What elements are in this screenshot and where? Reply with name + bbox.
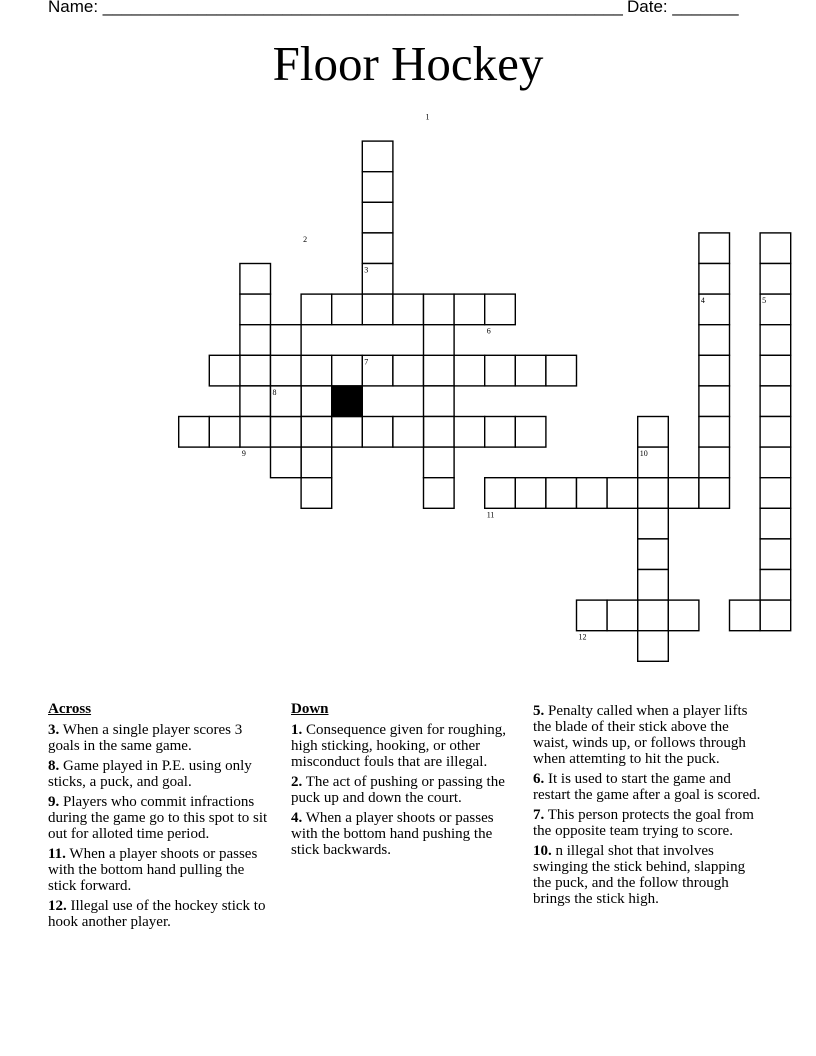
- grid-cell[interactable]: [240, 355, 271, 386]
- grid-cell[interactable]: [638, 631, 669, 662]
- grid-cell[interactable]: [424, 447, 455, 478]
- clue-number: 8: [272, 387, 277, 397]
- grid-cell[interactable]: [271, 325, 302, 356]
- grid-cell[interactable]: [485, 294, 516, 325]
- grid-cell[interactable]: [760, 233, 791, 264]
- name-field-label[interactable]: Name: _______________________________________________________: [48, 0, 623, 16]
- grid-cell[interactable]: [638, 508, 669, 539]
- clue-num: 10.: [533, 843, 552, 859]
- grid-cell[interactable]: [760, 508, 791, 539]
- grid-cell[interactable]: [362, 294, 393, 325]
- grid-cell[interactable]: [179, 417, 210, 448]
- across-clue: [48, 722, 273, 754]
- grid-cell[interactable]: [240, 264, 271, 295]
- clue-num: 12.: [48, 898, 67, 914]
- down-clues-continued: [533, 703, 765, 911]
- grid-cell[interactable]: [485, 355, 516, 386]
- down-clue: [291, 774, 523, 806]
- grid-cell[interactable]: [362, 141, 393, 172]
- grid-cell[interactable]: [301, 386, 332, 417]
- clue-num: 2.: [291, 774, 303, 790]
- clue-text: When a player shoots or passes with the bottom hand pushing the stick backwards.: [291, 810, 494, 858]
- grid-cell[interactable]: [760, 539, 791, 570]
- grid-cell[interactable]: [699, 264, 730, 295]
- grid-cell[interactable]: [332, 417, 363, 448]
- down-clues: [291, 701, 523, 862]
- clue-number: 1: [425, 112, 430, 122]
- across-clue: [48, 898, 273, 930]
- clue-text: It is used to start the game and restart the game after a goal is scored.: [533, 771, 761, 803]
- grid-cell[interactable]: [240, 386, 271, 417]
- clue-text: n illegal shot that involves swinging the stick behind, slapping the puck, and the follow through brings the stick high.: [533, 843, 746, 907]
- grid-cell[interactable]: [454, 355, 485, 386]
- grid-cell[interactable]: [699, 478, 730, 509]
- clue-number: 6: [486, 326, 491, 336]
- grid-cell[interactable]: [209, 417, 240, 448]
- grid-cell[interactable]: [240, 325, 271, 356]
- across-clues: [48, 701, 273, 934]
- clue-number: 12: [578, 632, 587, 642]
- grid-cell[interactable]: [362, 417, 393, 448]
- clue-text: Players who commit infractions during the game go to this spot to sit out for alloted time period.: [48, 794, 268, 842]
- grid-cell[interactable]: [760, 386, 791, 417]
- across-heading: Across: [48, 701, 92, 717]
- grid-cell[interactable]: [301, 417, 332, 448]
- down-clue-list: [291, 722, 523, 858]
- clue-num: 9.: [48, 794, 60, 810]
- clue-num: 5.: [533, 703, 545, 719]
- grid-cell[interactable]: [760, 478, 791, 509]
- grid-cell[interactable]: [515, 478, 546, 509]
- clue-number: 4: [700, 296, 705, 306]
- grid-cell[interactable]: [301, 294, 332, 325]
- clue-number: 3: [364, 265, 369, 275]
- grid-cell[interactable]: [271, 417, 302, 448]
- grid-cell[interactable]: [668, 478, 699, 509]
- clue-num: 4.: [291, 810, 303, 826]
- grid-cell[interactable]: [607, 478, 638, 509]
- grid-cell[interactable]: [301, 478, 332, 509]
- clue-number: 2: [303, 234, 308, 244]
- grid-cell[interactable]: [240, 417, 271, 448]
- grid-cell[interactable]: [301, 447, 332, 478]
- grid-cell[interactable]: [362, 172, 393, 203]
- page-title: Floor Hockey: [272, 36, 544, 91]
- grid-cell[interactable]: [332, 355, 363, 386]
- grid-cell[interactable]: [454, 417, 485, 448]
- grid-cell[interactable]: [240, 294, 271, 325]
- clue-text: Game played in P.E. using only sticks, a puck, and goal.: [48, 758, 252, 790]
- grid-cell[interactable]: [332, 294, 363, 325]
- grid-cell[interactable]: [271, 447, 302, 478]
- grid-cell[interactable]: [699, 355, 730, 386]
- grid-cell[interactable]: [546, 355, 577, 386]
- grid-cell[interactable]: [760, 325, 791, 356]
- grid-cell[interactable]: [454, 294, 485, 325]
- grid-cell[interactable]: [760, 417, 791, 448]
- across-clue: [48, 846, 273, 894]
- clue-number: 5: [762, 296, 767, 306]
- down-clue-list-continued: [533, 703, 765, 907]
- across-clue: [48, 794, 273, 842]
- clue-text: The act of pushing or passing the puck up and down the court.: [291, 774, 505, 806]
- grid-cell[interactable]: [760, 600, 791, 631]
- across-clue: [48, 758, 273, 790]
- clue-num: 6.: [533, 771, 545, 787]
- grid-cell[interactable]: [638, 539, 669, 570]
- black-cell: [332, 386, 363, 417]
- clue-text: This person protects the goal from the opposite team trying to score.: [533, 807, 754, 839]
- clue-text: When a single player scores 3 goals in the same game.: [48, 722, 243, 754]
- down-clue: [533, 771, 765, 803]
- grid-cell[interactable]: [393, 294, 424, 325]
- grid-cell[interactable]: [760, 447, 791, 478]
- grid-cell[interactable]: [699, 325, 730, 356]
- grid-cell[interactable]: [607, 600, 638, 631]
- grid-cell[interactable]: [424, 355, 455, 386]
- across-clue-list: [48, 722, 273, 930]
- grid-cell[interactable]: [485, 478, 516, 509]
- grid-cell[interactable]: [760, 355, 791, 386]
- clue-number: 7: [364, 357, 369, 367]
- grid-cell[interactable]: [424, 325, 455, 356]
- grid-cell[interactable]: [515, 417, 546, 448]
- grid-cell[interactable]: [638, 570, 669, 601]
- clue-num: 8.: [48, 758, 60, 774]
- grid-cell[interactable]: [393, 355, 424, 386]
- clue-text: Illegal use of the hockey stick to hook another player.: [48, 898, 266, 930]
- grid-cell[interactable]: [638, 478, 669, 509]
- down-clue: [291, 810, 523, 858]
- down-clue: [533, 807, 765, 839]
- grid-cell[interactable]: [760, 570, 791, 601]
- grid-cell[interactable]: [485, 417, 516, 448]
- grid-cell[interactable]: [393, 417, 424, 448]
- clue-num: 3.: [48, 722, 60, 738]
- clue-num: 1.: [291, 722, 303, 738]
- clue-num: 11.: [48, 846, 66, 862]
- grid-cell[interactable]: [424, 294, 455, 325]
- clue-text: Consequence given for roughing, high sticking, hooking, or other misconduct fouls that are illegal.: [291, 722, 506, 770]
- grid-cell[interactable]: [638, 417, 669, 448]
- clue-text: Penalty called when a player lifts the blade of their stick above the waist, winds up, or follows through when attemting to hit the puck.: [533, 703, 748, 767]
- grid-cell[interactable]: [730, 600, 761, 631]
- grid-cell[interactable]: [209, 355, 240, 386]
- grid-cell[interactable]: [760, 264, 791, 295]
- grid-cell[interactable]: [301, 355, 332, 386]
- grid-cell[interactable]: [577, 478, 608, 509]
- down-clue: [291, 722, 523, 770]
- down-clue: [533, 703, 765, 767]
- grid-cell[interactable]: [699, 233, 730, 264]
- clue-number: 10: [639, 449, 648, 459]
- grid-cell[interactable]: [668, 600, 699, 631]
- clue-number: 11: [486, 510, 495, 520]
- grid-cell[interactable]: [515, 355, 546, 386]
- grid-cell[interactable]: [424, 417, 455, 448]
- grid-cell[interactable]: [699, 417, 730, 448]
- grid-cell[interactable]: [638, 600, 669, 631]
- grid-cell[interactable]: [546, 478, 577, 509]
- down-clue: [533, 843, 765, 907]
- date-field-label[interactable]: Date: _______: [627, 0, 739, 16]
- grid-cell[interactable]: [362, 233, 393, 264]
- clue-num: 7.: [533, 807, 545, 823]
- down-heading: Down: [291, 701, 329, 717]
- grid-cell[interactable]: [424, 478, 455, 509]
- grid-cell[interactable]: [577, 600, 608, 631]
- clue-number: 9: [241, 449, 246, 459]
- grid-cell[interactable]: [699, 447, 730, 478]
- grid-cell[interactable]: [362, 202, 393, 233]
- clue-text: When a player shoots or passes with the bottom hand pulling the stick forward.: [48, 846, 258, 894]
- grid-cell[interactable]: [424, 386, 455, 417]
- grid-cell[interactable]: [271, 355, 302, 386]
- grid-cell[interactable]: [699, 386, 730, 417]
